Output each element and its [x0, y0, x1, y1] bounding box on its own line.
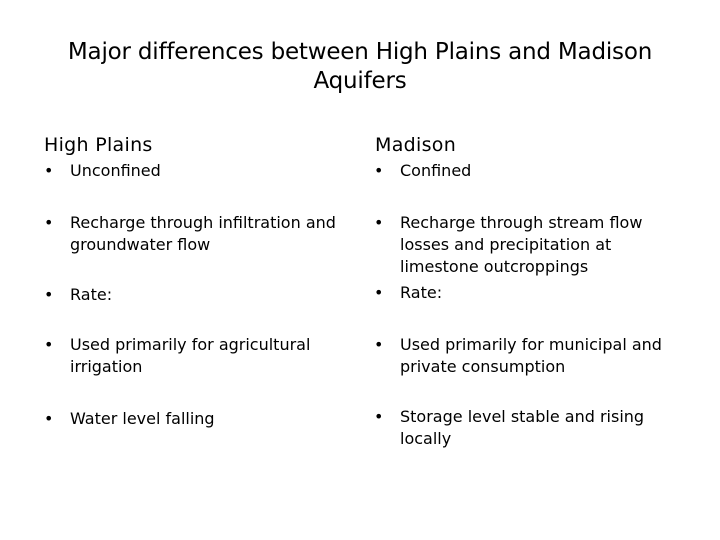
madison-header: Madison	[375, 134, 457, 156]
bullet: •	[374, 213, 384, 232]
list-item-text: Recharge through infiltration and groundwater flow	[70, 213, 336, 254]
list-item-text: Confined	[400, 161, 472, 180]
list-item-text: Rate:	[70, 285, 113, 304]
bullet: •	[44, 161, 54, 180]
list-item-text: Used primarily for agricultural irrigation	[70, 335, 311, 376]
list-item-text: Recharge through stream flow losses and precipitation at limestone outcroppings	[400, 213, 643, 276]
bullet: •	[374, 407, 384, 426]
list-item-text: Unconfined	[70, 161, 161, 180]
slide-title: Major differences between High Plains and Madison Aquifers	[67, 39, 653, 94]
bullet: •	[374, 283, 384, 302]
list-item-text: Storage level stable and rising locally	[400, 407, 645, 448]
bullet: •	[44, 335, 54, 354]
list-item-text: Water level falling	[70, 409, 215, 428]
bullet: •	[44, 285, 54, 304]
list-item-text: Used primarily for municipal and private consumption	[400, 335, 662, 376]
bullet: •	[44, 409, 54, 428]
high-plains-header: High Plains	[44, 134, 153, 156]
bullet: •	[44, 213, 54, 232]
list-item-text: Rate:	[400, 283, 443, 302]
bullet: •	[374, 335, 384, 354]
bullet: •	[374, 161, 384, 180]
